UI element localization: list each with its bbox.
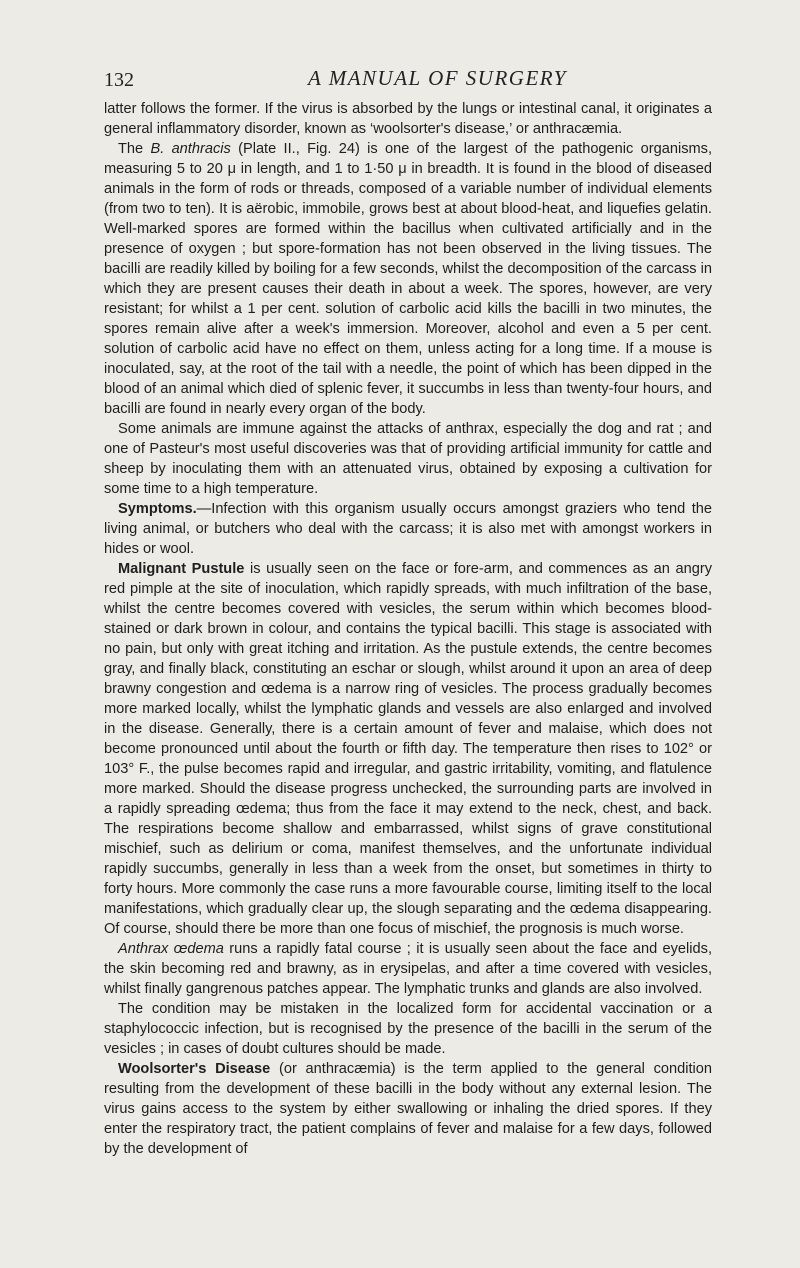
heading-symptoms: Symptoms. — [118, 501, 197, 517]
paragraph-b-anthracis: The B. anthracis (Plate II., Fig. 24) is one of the largest of the pathogenic organisms, measuring 5 to 20 μ in length, and 1 to 1·50 μ in breadth. It is found in the blood of diseased animals in the form of rods or threads, composed of a variable number of individual elements (from two to ten). It is aërobic, immobile, grows best at about blood-heat, and liquefies gelatin. Well-marked spores are formed within the bacillus when cultivated artificially and in the presence of oxygen ; but spore-formation has not been observed in the living tissues. The bacilli are readily killed by boiling for a few seconds, whilst the decomposition of the carcass in which they are present causes their death in about a week. The spores, however, are very resistant; for whilst a 1 per cent. solution of carbolic acid kills the bacilli in two minutes, the spores remain alive after a week's immersion. Moreover, alcohol and even a 5 per cent. solution of carbolic acid have no effect on them, unless acting for a long time. If a mouse is inoculated, say, at the root of the tail with a needle, the point of which has been dipped in the blood of an animal which died of splenic fever, it succumbs in less than twenty-four hours, and bacilli are found in nearly every organ of the body. — [104, 141, 713, 417]
running-title: A MANUAL OF SURGERY — [308, 66, 567, 90]
paragraph-immunity: Some animals are immune against the attacks of anthrax, especially the dog and rat ; and one of Pasteur's most useful discoveries was that of providing artificial immunity for cattle and sheep by inoculating them with an attenuated virus, obtained by exposing a cultivation for some time to a high temperature. — [104, 421, 712, 497]
paragraph-woolsorters-disease: Woolsorter's Disease (or anthracæmia) is the term applied to the general condition resulting from the development of these bacilli in the body without any external lesion. The virus gains access to the system by either swallowing or inhaling the dried spores. If they enter the respiratory tract, the patient complains of fever and malaise for a few days, followed by the development of — [104, 1061, 712, 1157]
heading-woolsorters-disease: Woolsorter's Disease — [118, 1061, 271, 1077]
heading-anthrax-oedema: Anthrax œdema — [118, 941, 224, 957]
paragraph-continuation: latter follows the former. If the virus is absorbed by the lungs or intestinal canal, it originates a general inflammatory disorder, known as ‘woolsorter's disease,’ or anthracæmia. — [104, 101, 712, 137]
page-header — [96, 64, 716, 94]
species-name: B. anthracis — [150, 141, 231, 157]
paragraph-anthrax-oedema: Anthrax œdema runs a rapidly fatal course ; it is usually seen about the face and eyelids, the skin becoming red and brawny, as in erysipelas, and after a time covered with vesicles, whilst finally gangrenous patches appear. The lymphatic trunks and glands are also involved. — [104, 941, 712, 997]
paragraph-malignant-pustule: Malignant Pustule is usually seen on the face or fore-arm, and commences as an angry red pimple at the site of inoculation, which rapidly spreads, with much infiltration of the base, whilst the centre becomes covered with vesicles, the serum within which becomes blood-stained or dark brown in colour, and contains the typical bacilli. This stage is associated with no pain, but only with great itching and irritation. As the pustule extends, the centre becomes gray, and finally black, constituting an eschar or slough, whilst around it upon an area of deep brawny congestion and œdema is a narrow ring of vesicles. The process gradually becomes more marked locally, whilst the lymphatic glands and vessels are also enlarged and involved in the disease. Generally, there is a certain amount of fever and malaise, which does not become pronounced until about the fourth or fifth day. The temperature then rises to 102° or 103° F., the pulse becomes rapid and irregular, and gastric irritability, vomiting, and flatulence more marked. Should the disease progress unchecked, the surrounding parts are involved in a rapidly spreading œdema; thus from the face it may extend to the neck, chest, and back. The respirations become shallow and embarrassed, whilst signs of grave constitutional mischief, such as delirium or coma, manifest themselves, and the unfortunate individual rapidly succumbs, generally in less than a week from the onset, but sometimes in thirty to forty hours. More commonly the case runs a more favourable course, limiting itself to the local manifestations, which gradually clear up, the slough separating and the œdema disappearing. Of course, should there be more than one focus of mischief, the prognosis is much worse. — [104, 561, 712, 937]
paragraph-symptoms: Symptoms.—Infection with this organism usually occurs amongst graziers who tend the living animal, or butchers who deal with the carcass; it is also met with amongst workers in hides or wool. — [104, 501, 712, 557]
heading-malignant-pustule: Malignant Pustule — [118, 561, 245, 577]
body-text — [104, 99, 712, 1159]
paragraph-diagnosis: The condition may be mistaken in the localized form for accidental vaccination or a staphylococcic infection, but is recognised by the presence of the bacilli in the serum of the vesicles ; in cases of doubt cultures should be made. — [104, 1001, 712, 1057]
page-number: 132 — [104, 69, 134, 91]
